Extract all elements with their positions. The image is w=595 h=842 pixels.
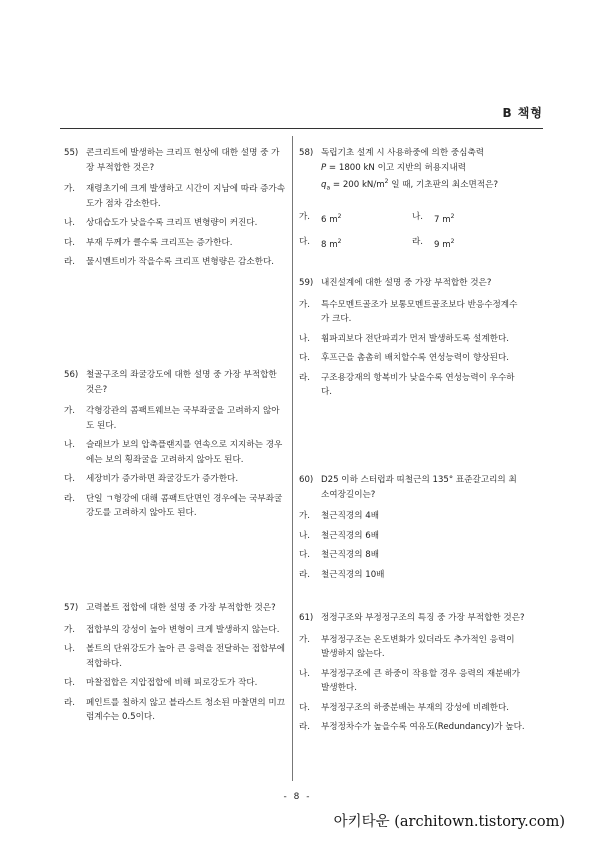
option-label: 라. [299,569,311,580]
answer-option[interactable]: 가. 6 $m^2$ [299,212,342,225]
option-text: 단일 ㄱ형강에 대해 콤팩트단면인 경우에는 국부좌굴강도를 고려하지 않아도 된다. [86,493,283,518]
question-text: 독립기초 설계 시 사용하중에 의한 중심축력 P = 1800 kN 이고 지반의 허용지내력 $q_a = 200$ $kN/m^2$ 일 때, 기초판의 최소면적은? [321,148,499,192]
question-58 [299,146,525,253]
option-label: 나. [299,530,311,541]
question-57 [64,601,286,730]
option-label: 다. [299,702,311,713]
answer-option[interactable] [299,548,525,563]
option-text: 철근직경의 10배 [321,569,385,580]
option-label: 나. [299,333,311,344]
option-text: 휨파괴보다 전단파괴가 먼저 발생하도록 설계한다. [321,333,509,344]
header-divider [60,128,543,129]
option-label: 다. [64,678,76,688]
option-text: 슬래브가 보의 압축플랜지를 연속으로 지지하는 경우에는 보의 횡좌굴을 고려하지 않아도 된다. [86,440,283,465]
option-text: 각형강관의 콤팩트웨브는 국부좌굴을 고려하지 않아도 된다. [86,406,280,431]
option-text: 부정정구조에 큰 하중이 작용할 경우 응력의 재분배가 발생한다. [321,668,521,693]
option-label: 나. [64,644,76,654]
answer-option[interactable] [64,216,286,231]
option-text: 부정정구조는 온도변화가 있더라도 추가적인 응력이 발생하지 않는다. [321,634,515,659]
answer-option[interactable] [64,255,286,270]
option-text: 부정정구조의 하중분배는 부재의 강성에 비례한다. [321,702,509,713]
option-text: 마찰접합은 지압접합에 비해 피로강도가 작다. [86,678,258,688]
option-text: 세장비가 증가하면 좌굴강도가 증가한다. [86,474,239,484]
option-label: 다. [64,237,76,248]
option-text: 후프근을 촘촘히 배치할수록 연성능력이 향상된다. [321,353,509,363]
option-label: 다. [299,353,311,363]
question-number: 61) [299,613,314,623]
option-text: 철근직경의 8배 [321,550,380,560]
answer-option[interactable] [299,701,525,716]
answer-option[interactable] [299,509,525,524]
option-text: 접합부의 강성이 높아 변형이 크게 발생하지 않는다. [86,624,280,635]
option-label: 나. [299,668,311,679]
option-text: 페인트를 칠하지 않고 블라스트 청소된 마찰면의 미끄럼계수는 0.5이다. [86,697,286,722]
option-label: 가. [299,511,311,521]
question-59 [299,276,525,405]
answer-option[interactable] [299,720,525,735]
option-text: 특수모멘트골조가 보통모멘트골조보다 반응수정계수가 크다. [321,299,518,324]
answer-option[interactable] [64,492,286,521]
option-label: 가. [64,406,76,416]
page-number: - 8 - [283,792,312,802]
option-label: 나. [64,440,76,450]
answer-option[interactable] [299,351,525,366]
option-label: 나. [64,218,76,228]
answer-option[interactable] [299,298,525,327]
question-55 [64,146,286,275]
answer-option[interactable]: 라. 9 $m^2$ [412,237,455,251]
option-text: 철근직경의 4배 [321,511,380,521]
question-number: 55) [64,148,79,158]
option-label: 다. [64,474,76,484]
option-label: 라. [299,372,311,383]
option-label: 라. [64,697,76,708]
option-label: 라. [299,722,311,732]
question-text: 내진설계에 대한 설명 중 가장 부적합한 것은? [321,278,492,288]
answer-option[interactable] [299,371,525,400]
option-text: 볼트의 단위강도가 높아 큰 응력을 전달하는 접합부에 적합하다. [86,644,286,669]
option-text: 구조용강재의 항복비가 낮을수록 연성능력이 우수하다. [321,372,515,397]
answer-option[interactable] [64,236,286,251]
question-text: 고력볼트 접합에 대한 설명 중 가장 부적합한 것은? [86,603,276,613]
answer-option[interactable] [299,529,525,544]
question-number: 59) [299,278,314,288]
option-label: 가. [64,184,76,194]
answer-option[interactable] [64,623,286,638]
column-divider [292,136,293,781]
option-label: 가. [299,299,311,310]
option-text: 물시멘트비가 작을수록 크리프 변형량은 감소한다. [86,257,274,267]
option-text: 재령초기에 크게 발생하고 시간이 지남에 따라 증가속도가 점차 감소한다. [86,184,286,209]
answer-options [299,210,525,253]
question-number: 60) [299,475,314,485]
answer-option[interactable] [64,642,286,671]
option-text: 부재 두께가 클수록 크리프는 증가한다. [86,237,233,248]
option-label: 라. [64,257,76,267]
option-text: 상대습도가 낮을수록 크리프 변형량이 커진다. [86,218,258,228]
answer-option[interactable] [64,472,286,487]
option-label: 다. [299,550,311,560]
question-number: 58) [299,148,314,158]
answer-option[interactable] [64,438,286,467]
answer-option[interactable] [64,404,286,433]
question-text: 콘크리트에 발생하는 크리프 현상에 대한 설명 중 가장 부적합한 것은? [86,148,280,173]
question-56 [64,368,286,526]
option-label: 라. [64,493,76,504]
question-number: 56) [64,370,79,380]
question-number: 57) [64,603,79,613]
option-label: 가. [299,634,311,645]
answer-option[interactable] [299,332,525,347]
answer-option[interactable] [299,667,525,696]
answer-option[interactable] [299,568,525,583]
question-61 [299,611,525,740]
answer-option[interactable] [64,696,286,725]
answer-option[interactable] [64,182,286,211]
watermark-text: 아키타운 (architown.tistory.com) [333,814,565,830]
answer-option[interactable]: 나. 7 $m^2$ [412,212,455,225]
exam-type-label: B 책형 [502,106,543,120]
answer-option[interactable]: 다. 8 $m^2$ [299,237,342,251]
question-text: 철골구조의 좌굴강도에 대한 설명 중 가장 부적합한 것은? [86,370,277,395]
answer-option[interactable] [64,676,286,691]
question-text: 정정구조와 부정정구조의 특징 중 가장 부적합한 것은? [321,613,525,623]
answer-option[interactable] [299,633,525,662]
option-text: 철근직경의 6배 [321,530,380,541]
question-60 [299,473,525,587]
option-text: 부정정차수가 높을수록 여유도(Redundancy)가 높다. [321,722,525,732]
option-label: 가. [64,624,76,635]
question-text: D25 이하 스터럽과 띠철근의 135° 표준갈고리의 최소여장길이는? [321,475,517,500]
